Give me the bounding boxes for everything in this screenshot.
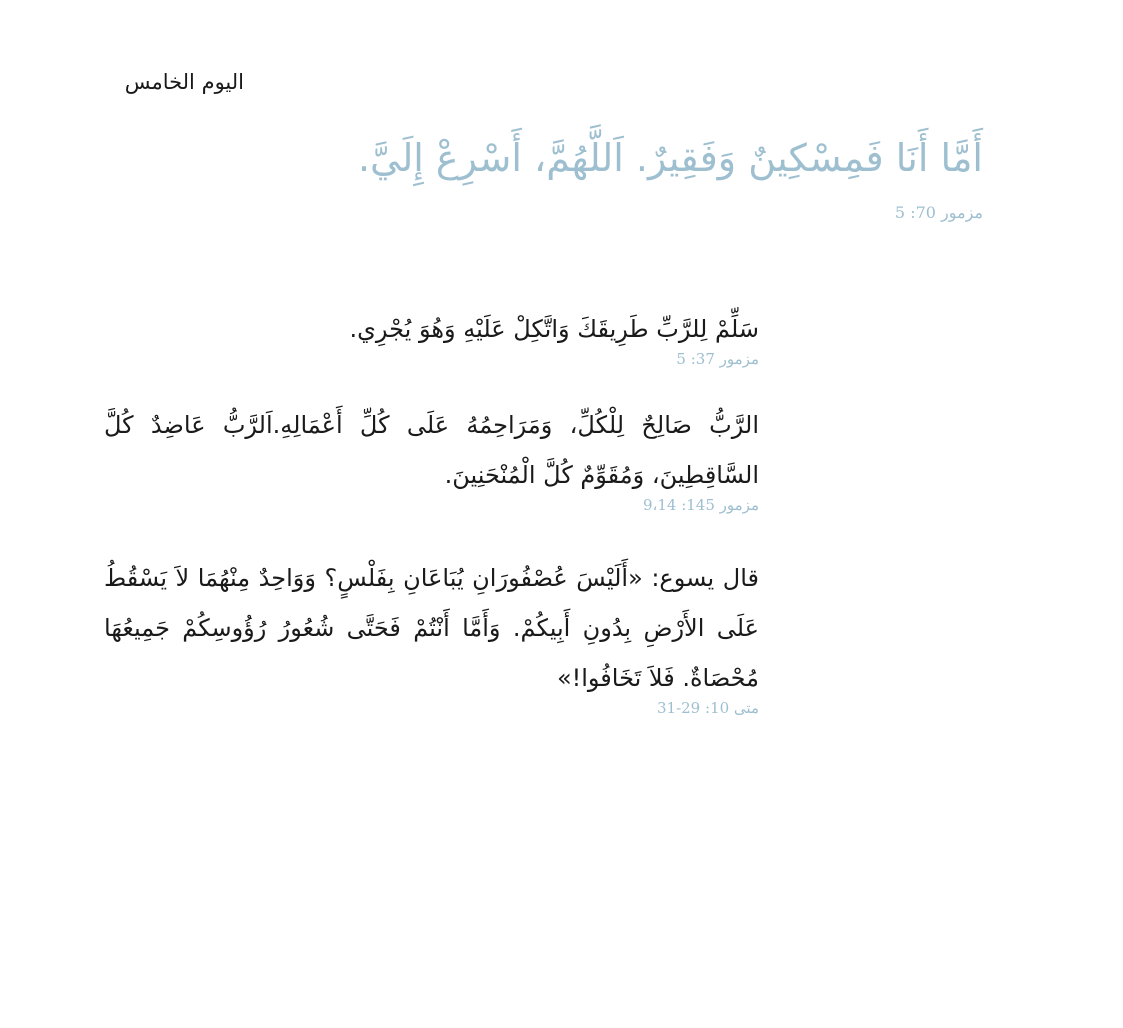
verse-block (104, 400, 759, 516)
verse-reference: متى 10: 29-31 (656, 699, 759, 717)
verse-reference: مزمور 37: 5 (676, 350, 759, 368)
epigraph-text: أَمَّا أَنَا فَمِسْكِينٌ وَفَقِيرٌ. اَللَّهُمَّ، أَسْرِعْ إِلَيَّ. (357, 136, 983, 180)
verse-text: قال يسوع: «أَلَيْسَ عُصْفُورَانِ يُبَاعَانِ بِفَلْسٍ؟ وَوَاحِدٌ مِنْهُمَا لاَ يَسْقُطُ عَلَى الأَرْضِ بِدُونِ أَبِيكُمْ. وَأَمَّا أَنْتُمْ فَحَتَّى شُعُورُ رُؤُوسِكُمْ جَمِيعُهَا مُحْصَاةٌ. فَلاَ تَخَافُوا!» (104, 564, 759, 692)
verse-text: سَلِّمْ لِلرَّبِّ طَرِيقَكَ وَاتَّكِلْ عَلَيْهِ وَهُوَ يُجْرِي. (349, 315, 759, 343)
epigraph-reference: مزمور 70: 5 (894, 203, 983, 222)
verse-reference: مزمور 145: 9،14 (642, 496, 759, 514)
verse-text: الرَّبُّ صَالِحٌ لِلْكُلِّ، وَمَرَاحِمُهُ عَلَى كُلِّ أَعْمَالِهِ.اَلرَّبُّ عَاضِدٌ كُلَّ السَّاقِطِينَ، وَمُقَوِّمٌ كُلَّ الْمُنْحَنِينَ. (104, 411, 759, 489)
day-title: اليوم الخامس (124, 70, 244, 94)
verse-block (104, 553, 759, 719)
verse-block (104, 304, 759, 370)
